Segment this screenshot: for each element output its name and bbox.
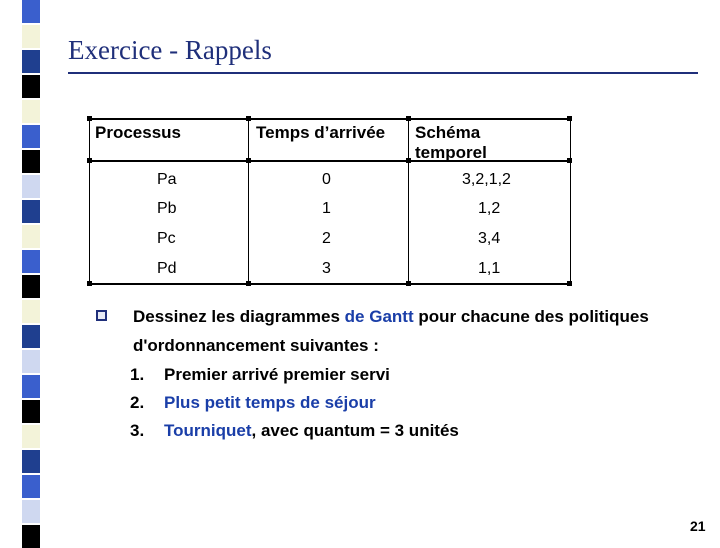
title-divider (68, 72, 698, 74)
row-pa-temps: 0 (322, 171, 331, 188)
square-bullet-icon (96, 310, 107, 321)
table-vline (570, 118, 571, 284)
instruction-line-2: d'ordonnancement suivantes : (133, 336, 379, 355)
table-top-rule (90, 118, 570, 120)
row-pc-processus: Pc (157, 230, 176, 247)
row-pa-schema: 3,2,1,2 (462, 171, 511, 188)
header-processus: Processus (95, 123, 181, 142)
row-pd-processus: Pd (157, 260, 177, 277)
header-schema: Schéma (415, 123, 481, 142)
decorative-stripe (22, 0, 40, 540)
table-vline (408, 118, 409, 284)
table-bottom-rule (90, 283, 570, 285)
page-title: Exercice - Rappels (68, 35, 272, 65)
header-temps: Temps d’arrivée (256, 123, 386, 142)
item-2-number: 2. (130, 393, 145, 412)
item-1-text: Premier arrivé premier servi (164, 365, 390, 384)
row-pa-processus: Pa (157, 171, 177, 188)
instruction-line-1: Dessinez les diagrammes de Gantt pour chacune des politiques (133, 307, 649, 326)
row-pd-schema: 1,1 (478, 260, 501, 277)
row-pb-processus: Pb (157, 200, 177, 217)
table-vline (89, 118, 90, 284)
item-2-text: Plus petit temps de séjour (164, 393, 376, 412)
row-pb-temps: 1 (322, 200, 331, 217)
page-number: 21 (690, 518, 706, 534)
item-3-text: Tourniquet, avec quantum = 3 unités (164, 421, 459, 440)
item-1-number: 1. (130, 365, 145, 384)
table-vline (248, 118, 249, 284)
table-header-rule (90, 160, 570, 162)
row-pc-schema: 3,4 (478, 230, 501, 247)
header-temporel: temporel (415, 143, 487, 162)
row-pd-temps: 3 (322, 260, 331, 277)
item-3-number: 3. (130, 421, 145, 440)
row-pc-temps: 2 (322, 230, 331, 247)
row-pb-schema: 1,2 (478, 200, 501, 217)
